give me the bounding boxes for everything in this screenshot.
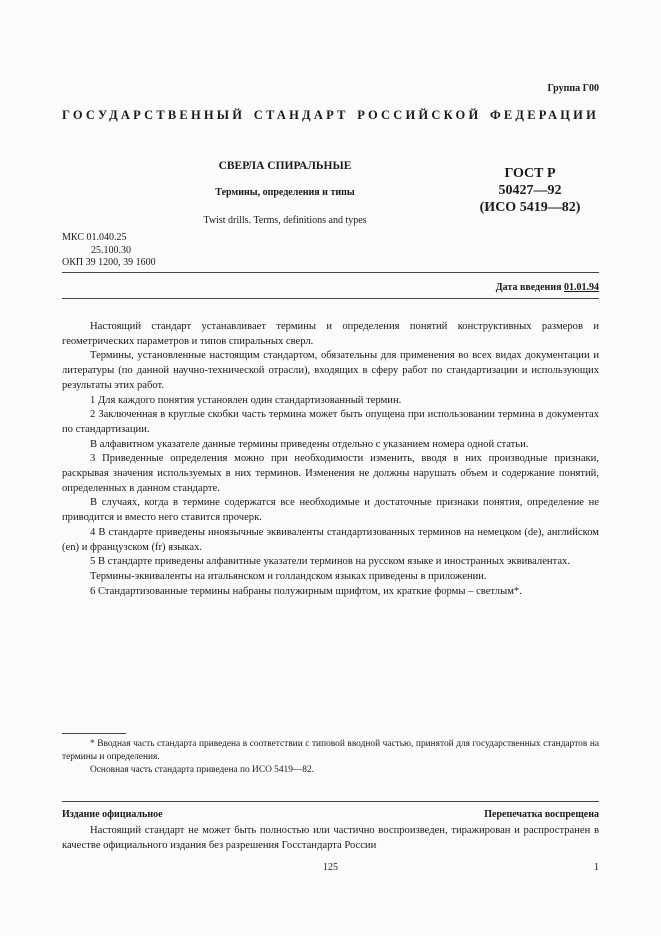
paragraph: 6 Стандартизованные термины набраны полужирным шрифтом, их краткие формы – светлым*. — [90, 585, 522, 597]
english-title: Twist drills. Terms, definitions and types — [203, 215, 367, 226]
paragraph: Настоящий стандарт устанавливает термины и определения понятий конструктивных размеров и геометрических параметров и типов спиральных сверл. — [62, 321, 599, 347]
mks-code: МКС 01.040.25 — [62, 232, 127, 243]
gost-designation — [450, 165, 610, 216]
paragraph: 4 В стандарте приведены иноязычные эквиваленты стандартизованных терминов на немецком (de), английском (en) и французском (fr) языках. — [62, 526, 599, 553]
paragraph: В случаях, когда в термине содержатся все необходимые и достаточные признаки понятия, определение не приводится и вместо него ставится прочерк. — [62, 497, 599, 524]
paragraph: Термины-эквиваленты на итальянском и голландском языках приведены в приложении. — [90, 570, 487, 582]
banner-word: ГОСУДАРСТВЕННЫЙ — [62, 108, 246, 122]
gost-number: 50427—92 — [498, 183, 562, 198]
paragraph: 3 Приведенные определения можно при необходимости изменить, вводя в них производные признаки, раскрывая значения используемых в них терминов. Изменения не должны нарушать объем и содержание понятий, определенных в данном стандарте. — [62, 453, 599, 494]
date-label: Дата введения — [495, 282, 562, 293]
okp-code: ОКП 39 1200, 39 1600 — [62, 257, 156, 268]
copyright-notice — [62, 824, 599, 853]
introduction-date — [496, 282, 599, 293]
divider — [62, 801, 599, 802]
mks-code-2: 25.100.30 — [91, 244, 131, 256]
paragraph: 5 В стандарте приведены алфавитные указатели терминов на русском языке и иностранных эквивалентах. — [90, 556, 570, 568]
banner-word: ФЕДЕРАЦИИ — [489, 108, 599, 122]
date-value: 01.01.94 — [564, 282, 599, 293]
state-standard-banner — [62, 108, 599, 123]
footnote: Основная часть стандарта приведена по ИСО 5419—82. — [90, 765, 315, 775]
banner-word: СТАНДАРТ — [253, 108, 349, 122]
footnote-separator — [62, 733, 126, 734]
divider — [62, 298, 599, 299]
footnote: * Вводная часть стандарта приведена в соответствии с типовой вводной частью, принятой для государственных стандартов на термины и определения. — [62, 739, 599, 762]
banner-word: РОССИЙСКОЙ — [357, 108, 482, 122]
group-code: Группа Г00 — [547, 83, 599, 94]
paragraph: 1 Для каждого понятия установлен один стандартизованный термин. — [90, 394, 402, 406]
divider — [62, 272, 599, 273]
body-text — [62, 320, 599, 599]
iso-reference: (ИСО 5419—82) — [479, 200, 581, 215]
official-edition-label: Издание официальное — [62, 809, 163, 820]
corner-number: 1 — [594, 862, 599, 873]
footnotes — [62, 738, 599, 777]
document-subtitle: Термины, определения и типы — [215, 187, 355, 198]
paragraph: 2 Заключенная в круглые скобки часть термина может быть опущена при использовании термина в документах по стандартизации. — [62, 409, 599, 435]
paragraph: Термины, установленные настоящим стандартом, обязательны для применения во всех видах документации и литературы (по данной научно-технической отрасли), входящих в сферу работ по стандартизации и использующих результаты этих работ. — [62, 350, 599, 391]
page-number: 125 — [323, 862, 338, 873]
classification-codes — [62, 232, 156, 270]
gost-line: ГОСТ Р — [504, 166, 556, 181]
reprint-prohibited-label: Перепечатка воспрещена — [484, 809, 599, 820]
document-title: СВЕРЛА СПИРАЛЬНЫЕ — [218, 160, 352, 172]
notice-text: Настоящий стандарт не может быть полностью или частично воспроизведен, тиражирован и распространен в качестве официального издания без разрешения Госстандарта России — [62, 825, 599, 851]
paragraph: В алфавитном указателе данные термины приведены отдельно с указанием номера одной статьи. — [90, 438, 529, 450]
